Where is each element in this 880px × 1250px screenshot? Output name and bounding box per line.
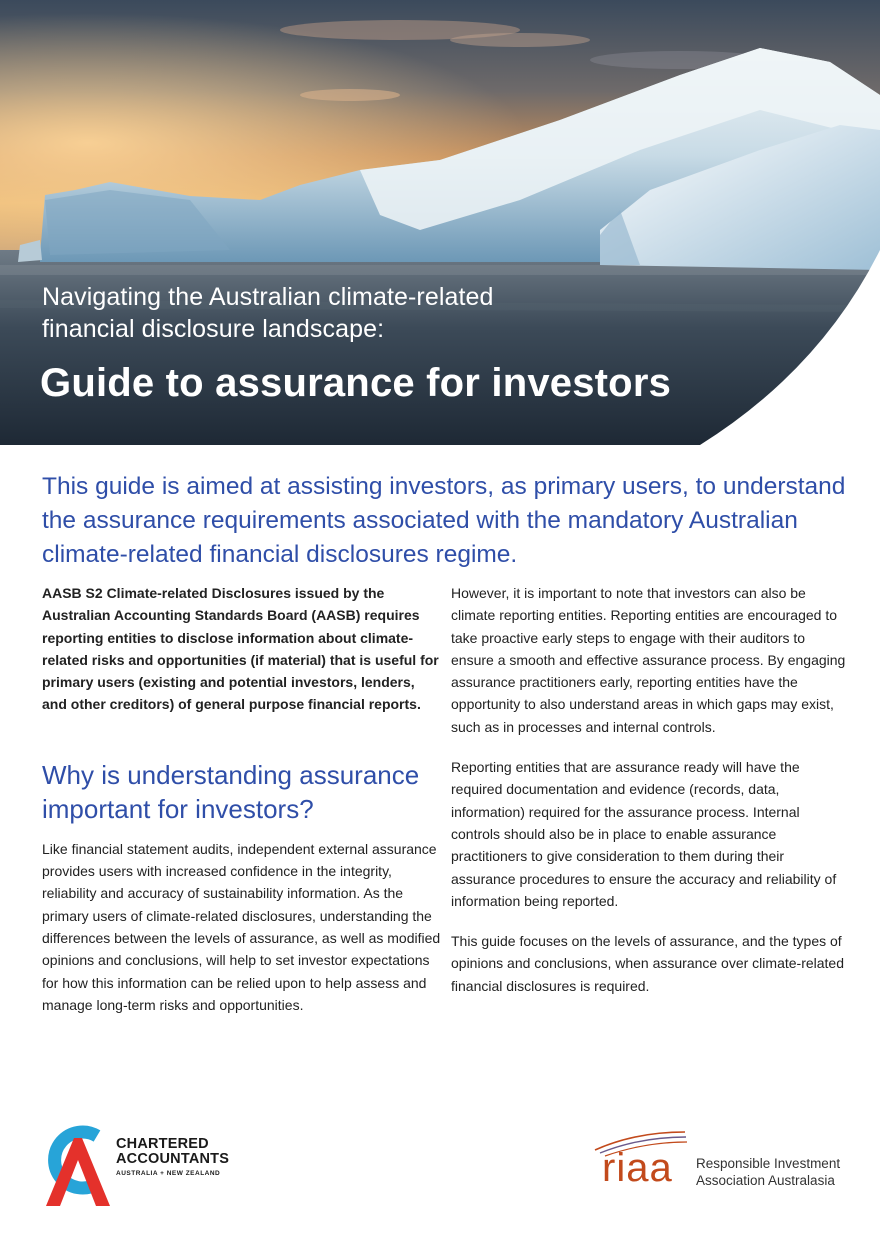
section-heading: Why is understanding assurance important for investors? [42,759,420,824]
ca-logo-icon [40,1122,115,1210]
hero-subtitle [42,281,662,345]
riaa-name-line-2: Association Australasia [696,1173,835,1188]
hero-banner [0,0,880,445]
hero-subtitle-line-2: financial disclosure landscape: [42,315,385,343]
lead-paragraph: This guide is aimed at assisting investors, as primary users, to understand the assurance requirements associated with the mandatory Australian climate-related financial disclosures regime. [42,473,846,568]
paragraph-assurance-ready: Reporting entities that are assurance ready will have the required documentation and evidence (records, data, information) required for the assurance process. Internal controls should also be in place to enable assurance practitioners to give consideration to them during their assurance procedures to ensure the accuracy and reliability of information being reported. [451,759,837,909]
paragraph-guide-focus: This guide focuses on the levels of assurance, and the types of opinions and conclusions, when assurance over climate-related financial disclosures is required. [451,933,844,994]
intro-paragraph: AASB S2 Climate-related Disclosures issued by the Australian Accounting Standards Board (AASB) requires reporting entities to disclose information about climate-related risks and opportunities (if material) that is useful for primary users (existing and potential investors, lenders, and other creditors) of general purpose financial reports. [42,585,439,713]
riaa-wordmark: riaa [602,1146,673,1190]
ca-logo-subtitle: AUSTRALIA + NEW ZEALAND [116,1170,221,1177]
ca-logo-text [116,1137,229,1167]
riaa-logo [590,1128,850,1198]
right-column [451,582,846,997]
hero-subtitle-line-1: Navigating the Australian climate-related [42,283,494,311]
riaa-full-name [696,1155,840,1189]
ca-logo-line-1: CHARTERED [116,1136,209,1152]
ca-logo-line-2: ACCOUNTANTS [116,1151,230,1167]
body-paragraph: Like financial statement audits, independent external assurance provides users with increased confidence in the integrity, reliability and accuracy of sustainability information. As the primary users of climate-related disclosures, understanding the differences between the levels of assurance, as well as modified opinions and conclusions, will help to set investor expectations for how this information can be relied upon to help assess and manage long-term risks and opportunities. [42,840,441,1013]
left-column [42,582,442,1016]
chartered-accountants-logo [40,1122,240,1210]
riaa-name-line-1: Responsible Investment [696,1156,841,1171]
paragraph-investors-reporting: However, it is important to note that investors can also be climate reporting entities. Reporting entities are encouraged to take proactive early steps to engage with their auditors to ensure a smooth and effective assurance process. By engaging assurance practitioners early, reporting entities have the opportunity to also understand areas in which gaps may exist, such as in processes and internal controls. [451,585,846,735]
page-title: Guide to assurance for investors [40,361,672,405]
